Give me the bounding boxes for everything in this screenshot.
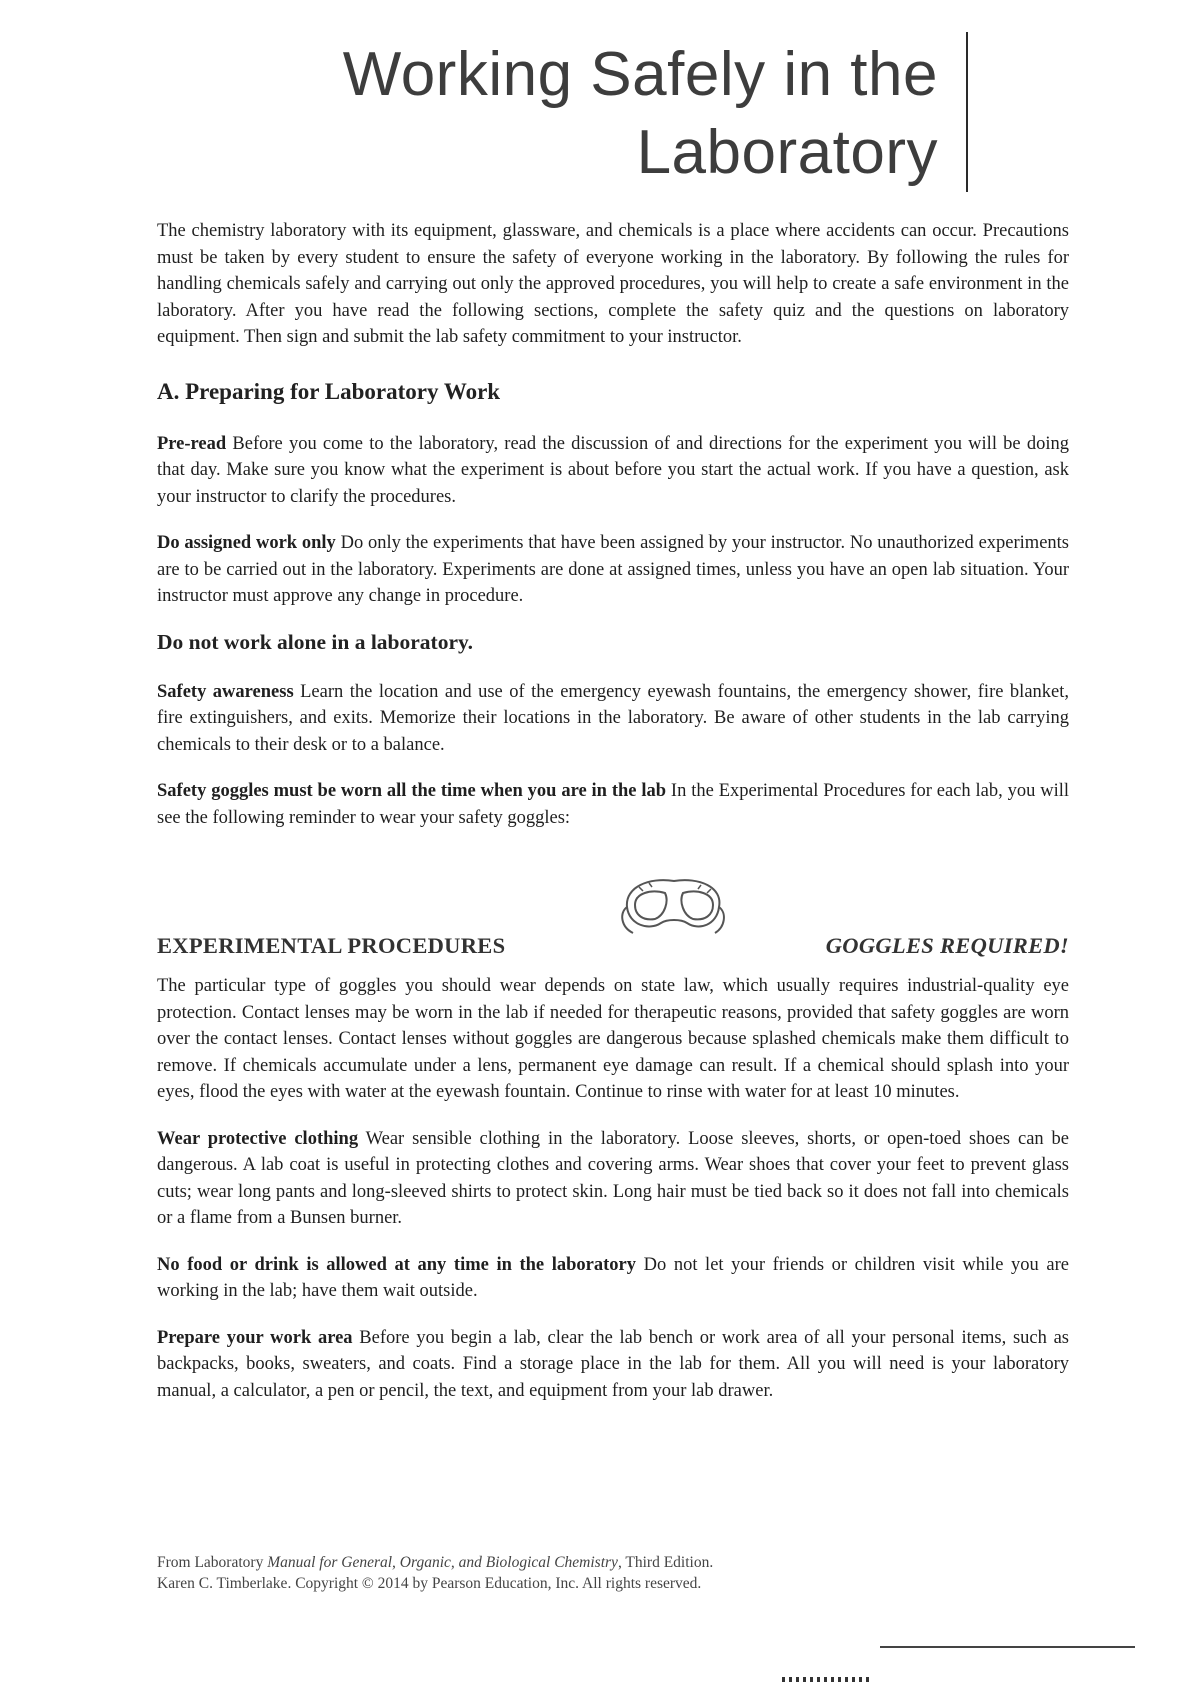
safety-awareness-paragraph: [157, 679, 1069, 759]
citation-suffix: , Third Edition.: [617, 1554, 714, 1571]
work-area-text: Before you begin a lab, clear the lab bench or work area of all your personal items, such as backpacks, books, sweaters, and coats. Find a storage place in the lab for them. All you will need is your laboratory manual, a calculator, a pen or pencil, the text, and equipment from your lab drawer.: [157, 1327, 1069, 1401]
food-drink-paragraph: [157, 1252, 1069, 1305]
food-drink-lead: No food or drink is allowed at any time in the laboratory: [157, 1254, 636, 1275]
bottom-divider: [880, 1646, 1135, 1648]
work-area-paragraph: [157, 1325, 1069, 1405]
safety-goggles-icon: [619, 867, 729, 945]
scan-marks: [782, 1677, 870, 1682]
citation-prefix: From Laboratory: [157, 1554, 268, 1571]
work-alone-heading: Do not work alone in a laboratory.: [157, 629, 473, 654]
main-content: [157, 218, 1069, 1424]
pre-read-lead: Pre-read: [157, 433, 227, 454]
goggles-rule-paragraph: [157, 778, 1069, 831]
assigned-work-lead: Do assigned work only: [157, 533, 336, 553]
protective-clothing-lead: Wear protective clothing: [157, 1128, 359, 1149]
title-block: [343, 36, 938, 192]
goggles-paragraph: The particular type of goggles you should wear depends on state law, which usually requires industrial-quality eye protection. Contact lenses may be worn in the lab if needed for therapeutic reasons, provided that safety goggles are worn over the contact lenses. Contact lenses without goggles are dangerous because splashed chemicals make them difficult to remove. If chemicals accumulate under a lens, permanent eye damage can result. If a chemical should splash into your eyes, flood the eyes with water at the eyewash fountain. Continue to rinse with water for at least 10 minutes.: [157, 976, 1069, 1102]
goggles-rule-lead: Safety goggles must be worn all the time when you are in the lab: [157, 781, 667, 801]
safety-awareness-lead: Safety awareness: [157, 681, 294, 702]
source-citation: [157, 1552, 917, 1594]
goggles-rule-text: In the Experimental Procedures for each lab, you will see the following reminder to wear your safety goggles:: [157, 781, 1069, 828]
section-a-heading: A. Preparing for Laboratory Work: [157, 378, 501, 404]
page-title-line-2: Laboratory: [636, 118, 938, 187]
title-vertical-rule: [966, 32, 968, 192]
goggles-required-label: GOGGLES REQUIRED!: [825, 933, 1069, 958]
experimental-procedures-label: EXPERIMENTAL PROCEDURES: [157, 933, 506, 958]
intro-paragraph: The chemistry laboratory with its equipment, glassware, and chemicals is a place where accidents can occur. Precautions must be taken by every student to ensure the safety of everyone working in the laboratory. By following the rules for handling chemicals safely and carrying out only the approved procedures, you will help to create a safe environment in the laboratory. After you have read the following sections, complete the safety quiz and the questions on laboratory equipment. Then sign and submit the lab safety commitment to your instructor.: [157, 221, 1069, 347]
food-drink-text: Do not let your friends or children visit while you are working in the lab; have them wait outside.: [157, 1254, 1069, 1301]
protective-clothing-paragraph: [157, 1126, 1069, 1232]
citation-line-2: Karen C. Timberlake. Copyright © 2014 by Pearson Education, Inc. All rights reserved.: [157, 1575, 702, 1592]
assigned-work-paragraph: [157, 530, 1069, 610]
assigned-work-text: Do only the experiments that have been assigned by your instructor. No unauthorized experiments are to be carried out in the laboratory. Experiments are done at assigned times, unless you have an open lab situation. Your instructor must approve any change in procedure.: [157, 533, 1069, 606]
pre-read-text: Before you come to the laboratory, read the discussion of and directions for the experiment you will be doing that day. Make sure you know what the experiment is about before you start the actual work. If you have a question, ask your instructor to clarify the procedures.: [157, 433, 1069, 507]
safety-awareness-text: Learn the location and use of the emergency eyewash fountains, the emergency shower, fire blanket, fire extinguishers, and exits. Memorize their locations in the laboratory. Be aware of other students in the lab carrying chemicals to their desk or to a balance.: [157, 681, 1070, 755]
page-title-line-1: Working Safely in the: [342, 40, 938, 109]
citation-line-1: [157, 1552, 917, 1573]
pre-read-paragraph: [157, 431, 1069, 511]
procedures-banner: [157, 895, 1069, 965]
work-area-lead: Prepare your work area: [157, 1327, 353, 1348]
protective-clothing-text: Wear sensible clothing in the laboratory. Loose sleeves, shorts, or open-toed shoes can be dangerous. A lab coat is useful in protecting clothes and covering arms. Wear shoes that cover your feet to prevent glass cuts; wear long pants and long-sleeved shirts to protect skin. Long hair must be tied back so it does not fall into chemicals or a flame from a Bunsen burner.: [157, 1128, 1070, 1228]
citation-book-title: Manual for General, Organic, and Biological Chemistry: [267, 1554, 618, 1571]
